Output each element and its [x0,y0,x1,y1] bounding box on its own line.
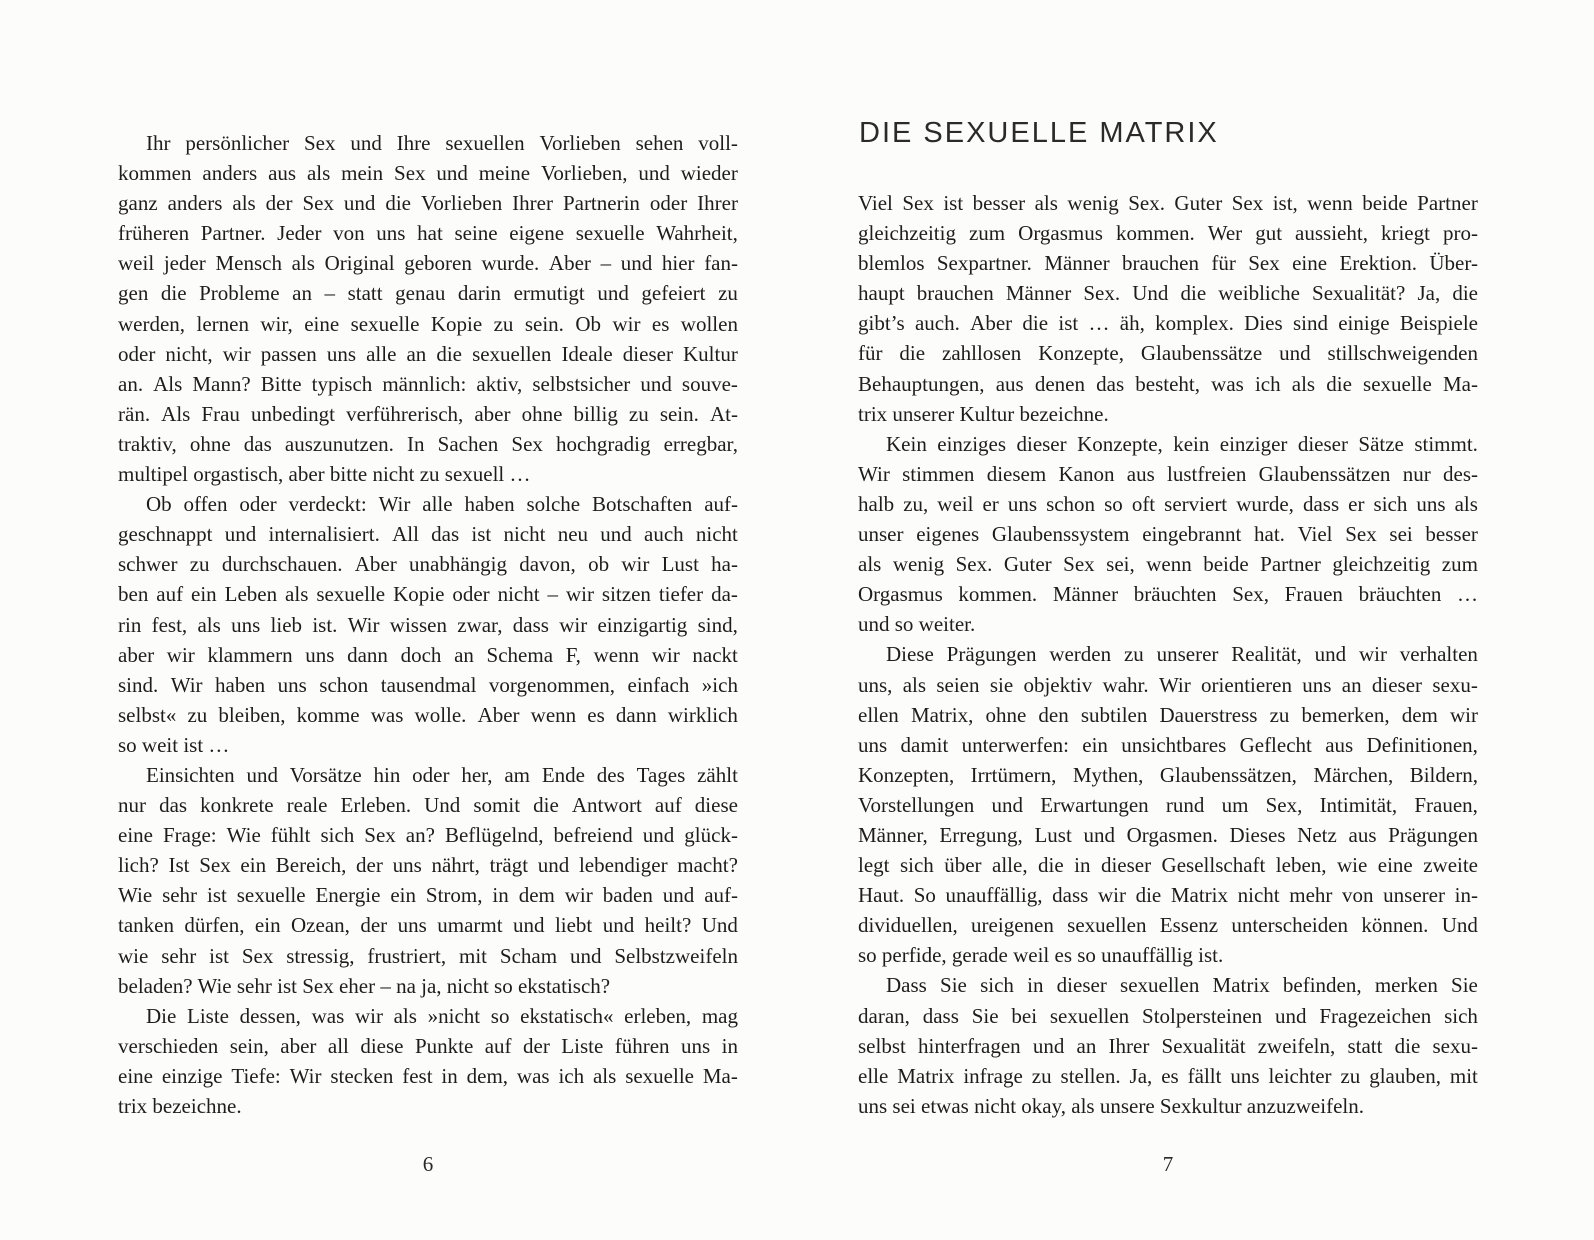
text-line: so perfide, gerade weil es so unauffällig ist. [858,943,1224,968]
text-line: schwer zu durchschauen. Aber unabhängig davon, ob wir Lust ha- [118,552,738,577]
text-line: an. Als Mann? Bitte typisch männlich: aktiv, selbstsicher und souve- [118,371,738,396]
text-line: für die zahllosen Konzepte, Glaubenssätze und stillschweigenden [858,341,1478,366]
text-line: Orgasmus kommen. Männer bräuchten Sex, Frauen bräuchten … [858,582,1478,607]
text-line: unser eigenes Glaubenssystem eingebrannt hat. Viel Sex sei besser [858,522,1478,547]
text-line: halb zu, weil er uns schon so oft serviert wurde, dass er sich uns als [858,491,1478,516]
text-line: sind. Wir haben uns schon tausendmal vorgenommen, einfach »ich [118,672,738,697]
text-line: und so weiter. [858,612,976,637]
text-line: geschnappt und internalisiert. All das ist nicht neu und auch nicht [118,522,738,547]
text-line: lich? Ist Sex ein Bereich, der uns nährt, trägt und lebendiger macht? [118,853,738,878]
text-line: haupt brauchen Männer Sex. Und die weibliche Sexualität? Ja, die [858,281,1478,306]
left-page-body [118,128,738,1121]
page-number-right: 7 [1162,1152,1174,1176]
text-line: selbst« zu bleiben, komme was wolle. Aber wenn es dann wirklich [118,702,738,727]
text-line: weil jeder Mensch als Original geboren wurde. Aber – und hier fan- [118,251,738,276]
text-line: kommen anders aus als mein Sex und meine Vorlieben, und wieder [118,161,738,186]
text-line: Ob offen oder verdeckt: Wir alle haben solche Botschaften auf- [146,492,738,517]
text-line: oder nicht, wir passen uns alle an die sexuellen Ideale dieser Kultur [118,341,738,366]
text-line: wie sehr ist Sex stressig, frustriert, mit Scham und Selbstzweifeln [118,943,738,968]
text-line: verschieden sein, aber all diese Punkte auf der Liste führen uns in [118,1033,738,1058]
text-line: rin fest, als uns lieb ist. Wir wissen zwar, dass wir einzigartig sind, [118,612,738,637]
text-line: werden, lernen wir, eine sexuelle Kopie zu sein. Ob wir es wollen [118,311,738,336]
paragraph [118,489,738,760]
chapter-heading: DIE SEXUELLE MATRIX [859,117,1219,149]
text-line: ellen Matrix, ohne den subtilen Dauerstress zu bemerken, dem wir [858,702,1478,727]
text-line: Vorstellungen und Erwartungen rund um Sex, Intimität, Frauen, [858,792,1478,817]
text-line: Die Liste dessen, was wir als »nicht so ekstatisch« erleben, mag [146,1003,738,1028]
paragraph [858,639,1478,970]
text-line: Kein einziges dieser Konzepte, kein einziger dieser Sätze stimmt. [886,431,1478,456]
text-line: rän. Als Frau unbedingt verführerisch, aber ohne billig zu sein. At- [118,401,738,426]
text-line: Viel Sex ist besser als wenig Sex. Guter Sex ist, wenn beide Partner [858,191,1478,215]
text-line: Einsichten und Vorsätze hin oder her, am Ende des Tages zählt [146,762,738,787]
text-line: ganz anders als der Sex und die Vorlieben Ihrer Partnerin oder Ihrer [118,191,738,216]
text-line: dividuellen, ureigenen sexuellen Essenz unterscheiden können. Und [858,913,1478,938]
left-page [118,128,738,1121]
text-line: Dass Sie sich in dieser sexuellen Matrix befinden, merken Sie [886,973,1478,998]
text-line: selbst hinterfragen und an Ihrer Sexualität zweifeln, statt die sexu- [858,1033,1478,1058]
text-line: Ihr persönlicher Sex und Ihre sexuellen Vorlieben sehen voll- [146,131,738,155]
text-line: Behauptungen, aus denen das besteht, was ich als die sexuelle Ma- [858,371,1478,396]
text-line: daran, dass Sie bei sexuellen Stolpersteinen und Fragezeichen sich [858,1003,1478,1028]
text-line: multipel orgastisch, aber bitte nicht zu sexuell … [118,462,531,487]
text-line: gleichzeitig zum Orgasmus kommen. Wer gut aussieht, kriegt pro- [858,221,1478,246]
text-line: eine einzige Tiefe: Wir stecken fest in dem, was ich als sexuelle Ma- [118,1063,738,1088]
text-line: Männer, Erregung, Lust und Orgasmen. Dieses Netz aus Prägungen [858,822,1478,847]
text-line: legt sich über alle, die in dieser Gesellschaft leben, wie eine zweite [858,853,1478,878]
paragraph [858,970,1478,1120]
paragraph [118,1001,738,1121]
text-line: Wie sehr ist sexuelle Energie ein Strom, in dem wir baden und auf- [118,883,738,908]
paragraph [858,188,1478,429]
text-line: traktiv, ohne das auszunutzen. In Sachen Sex hochgradig erregbar, [118,431,738,456]
paragraph [118,760,738,1001]
text-line: nur das konkrete reale Erleben. Und somit die Antwort auf diese [118,793,738,818]
text-line: Diese Prägungen werden zu unserer Realität, und wir verhalten [886,642,1478,667]
text-line: uns damit unterwerfen: ein unsichtbares Geflecht aus Definitionen, [858,732,1478,757]
text-line: trix bezeichne. [118,1094,242,1118]
text-line: beladen? Wie sehr ist Sex eher – na ja, nicht so ekstatisch? [118,973,611,998]
right-page-body [858,188,1478,1121]
text-line: Haut. So unauffällig, dass wir die Matrix nicht mehr von unserer in- [858,883,1478,908]
paragraph [118,128,738,489]
paragraph [858,429,1478,640]
text-line: blemlos Sexpartner. Männer brauchen für Sex eine Erektion. Über- [858,251,1478,276]
text-line: aber wir klammern uns dann doch an Schema F, wenn wir nackt [118,642,738,667]
text-line: trix unserer Kultur bezeichne. [858,401,1109,426]
text-line: als wenig Sex. Guter Sex sei, wenn beide Partner gleichzeitig zum [858,552,1478,577]
text-line: so weit ist … [118,732,230,757]
text-line: elle Matrix infrage zu stellen. Ja, es fällt uns leichter zu glauben, mit [858,1063,1478,1088]
text-line: ben auf ein Leben als sexuelle Kopie oder nicht – wir sitzen tiefer da- [118,582,738,607]
right-page [858,116,1478,1121]
text-line: gen die Probleme an – statt genau darin ermutigt und gefeiert zu [118,281,738,306]
text-line: gibt’s auch. Aber die ist … äh, komplex. Dies sind einige Beispiele [858,311,1478,336]
text-line: Konzepten, Irrtümern, Mythen, Glaubenssätzen, Märchen, Bildern, [858,762,1478,787]
page-number-left: 6 [422,1152,434,1176]
text-line: uns, als seien sie objektiv wahr. Wir orientieren uns an dieser sexu- [858,672,1478,697]
text-line: tanken dürfen, ein Ozean, der uns umarmt und liebt und heilt? Und [118,913,738,938]
text-line: Wir stimmen diesem Kanon aus lustfreien Glaubenssätzen nur des- [858,461,1478,486]
text-line: früheren Partner. Jeder von uns hat seine eigene sexuelle Wahrheit, [118,221,738,246]
text-line: eine Frage: Wie fühlt sich Sex an? Beflügelnd, befreiend und glück- [118,823,738,848]
text-line: uns sei etwas nicht okay, als unsere Sexkultur anzuzweifeln. [858,1093,1364,1118]
